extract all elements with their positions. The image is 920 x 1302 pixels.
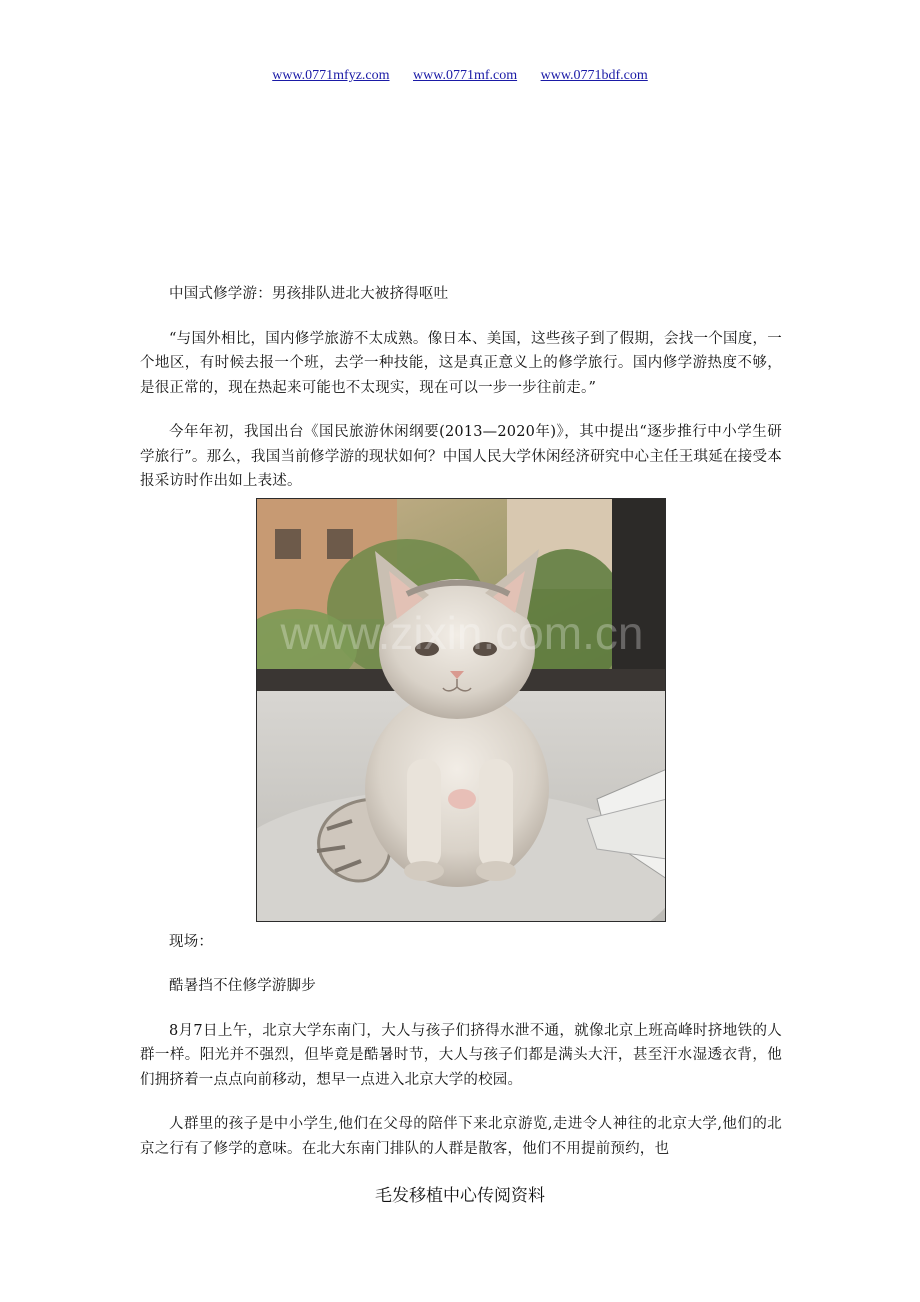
subheading: 酷暑挡不住修学游脚步 [169, 978, 316, 994]
link-0771bdf[interactable]: www.0771bdf.com [540, 68, 648, 83]
article-title: 中国式修学游：男孩排队进北大被挤得呕吐 [169, 286, 449, 302]
article-body [140, 282, 782, 1161]
paragraph-scene: 8月7日上午，北京大学东南门，大人与孩子们挤得水泄不通，就像北京上班高峰时挤地铁的人群一样。阳光并不强烈，但毕竟是酷暑时节，大人与孩子们都是满头大汗，甚至汗水湿透衣背，他们拥挤着一点点向前移动，想早一点进入北京大学的校园。 [140, 1022, 782, 1088]
link-0771mf[interactable]: www.0771mf.com [413, 68, 518, 83]
paragraph-policy: 今年年初，我国出台《国民旅游休闲纲要(2013—2020年)》，其中提出“逐步推行中小学生研学旅行”。那么，我国当前修学游的现状如何？中国人民大学休闲经济研究中心主任王琪延在接受本报采访时作出如上表述。 [140, 424, 782, 489]
section-label: 现场： [169, 933, 214, 950]
footer-caption: 毛发移植中心传阅资料 [375, 1186, 545, 1206]
paragraph-crowd: 人群里的孩子是中小学生,他们在父母的陪伴下来北京游览,走进令人神往的北京大学,他们的北京之行有了修学的意味。在北大东南门排队的人群是散客，他们不用提前预约，也 [140, 1116, 782, 1157]
paragraph-quote: “与国外相比，国内修学旅游不太成熟。像日本、美国，这些孩子到了假期，会找一个国度，一个地区，有时候去报一个班，去学一种技能，这是真正意义上的修学旅行。国内修学游热度不够，是很正常的，现在热起来可能也不太现实，现在可以一步一步往前走。” [140, 330, 782, 396]
image-watermark: www.zixin.com.cn [280, 606, 644, 659]
link-0771mfyz[interactable]: www.0771mfyz.com [272, 68, 390, 83]
cat-photo [256, 498, 666, 922]
header-links [0, 68, 920, 84]
